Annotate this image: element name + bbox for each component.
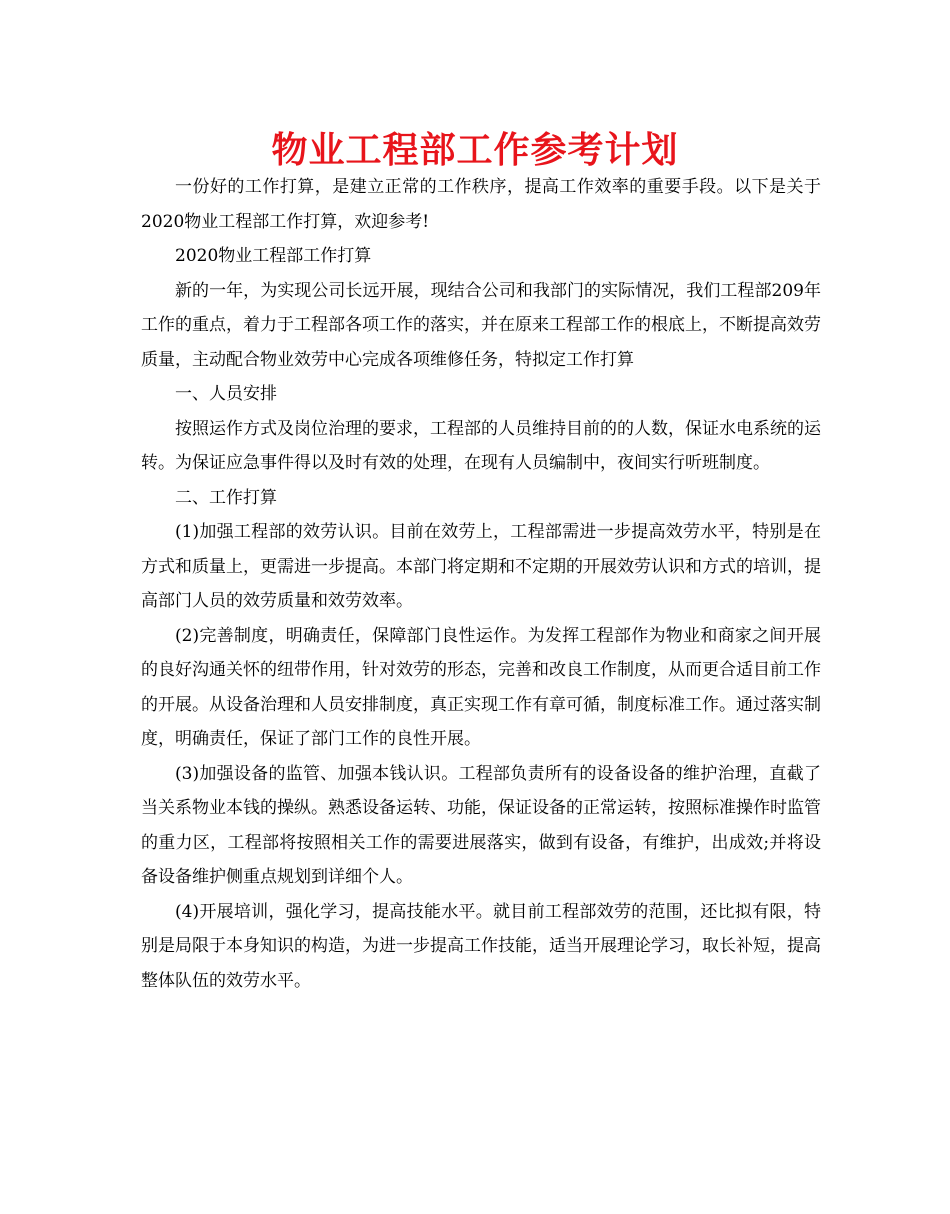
- overview-paragraph: 新的一年，为实现公司长远开展，现结合公司和我部门的实际情况，我们工程部209年工作的重点，着力于工程部各项工作的落实，并在原来工程部工作的根底上，不断提高效劳质量，主动配合物业效劳中心完成各项维修任务，特拟定工作打算: [141, 280, 821, 370]
- plan-item-2: (2)完善制度，明确责任，保障部门良性运作。为发挥工程部作为物业和商家之间开展的良好沟通关怀的纽带作用，针对效劳的形态，完善和改良工作制度，从而更合适目前工作的开展。从设备治理和人员安排制度，真正实现工作有章可循，制度标准工作。通过落实制度，明确责任，保证了部门工作的良性开展。: [141, 625, 821, 749]
- plan-item-1: (1)加强工程部的效劳认识。目前在效劳上，工程部需进一步提高效劳水平，特别是在方式和质量上，更需进一步提高。本部门将定期和不定期的开展效劳认识和方式的培训，提高部门人员的效劳质量和效劳效率。: [141, 522, 821, 611]
- plan-item-3: (3)加强设备的监管、加强本钱认识。工程部负责所有的设备设备的维护治理，直截了当关系物业本钱的操纵。熟悉设备运转、功能，保证设备的正常运转，按照标准操作时监管的重力区，工程部将按照相关工作的需要进展落实，做到有设备，有维护，出成效;并将设备设备维护侧重点规划到详细个人。: [141, 763, 821, 887]
- section-heading-work-plan: 二、工作打算: [175, 487, 277, 508]
- subtitle-heading: 2020物业工程部工作打算: [175, 246, 372, 266]
- document-title: 物业工程部工作参考计划: [271, 129, 679, 171]
- intro-paragraph: 一份好的工作打算，是建立正常的工作秩序，提高工作效率的重要手段。以下是关于 2020物业工程部工作打算，欢迎参考!: [141, 177, 821, 232]
- plan-item-4: (4)开展培训，强化学习，提高技能水平。就目前工程部效劳的范围，还比拟有限，特别是局限于本身知识的构造，为进一步提高工作技能，适当开展理论学习，取长补短，提高整体队伍的效劳水平。: [141, 901, 821, 991]
- section-heading-staffing: 一、人员安排: [175, 384, 277, 404]
- document-body: [141, 170, 821, 998]
- staffing-paragraph: 按照运作方式及岗位治理的要求，工程部的人员维持目前的的人数，保证水电系统的运转。为保证应急事件得以及时有效的处理，在现有人员编制中，夜间实行听班制度。: [141, 418, 821, 473]
